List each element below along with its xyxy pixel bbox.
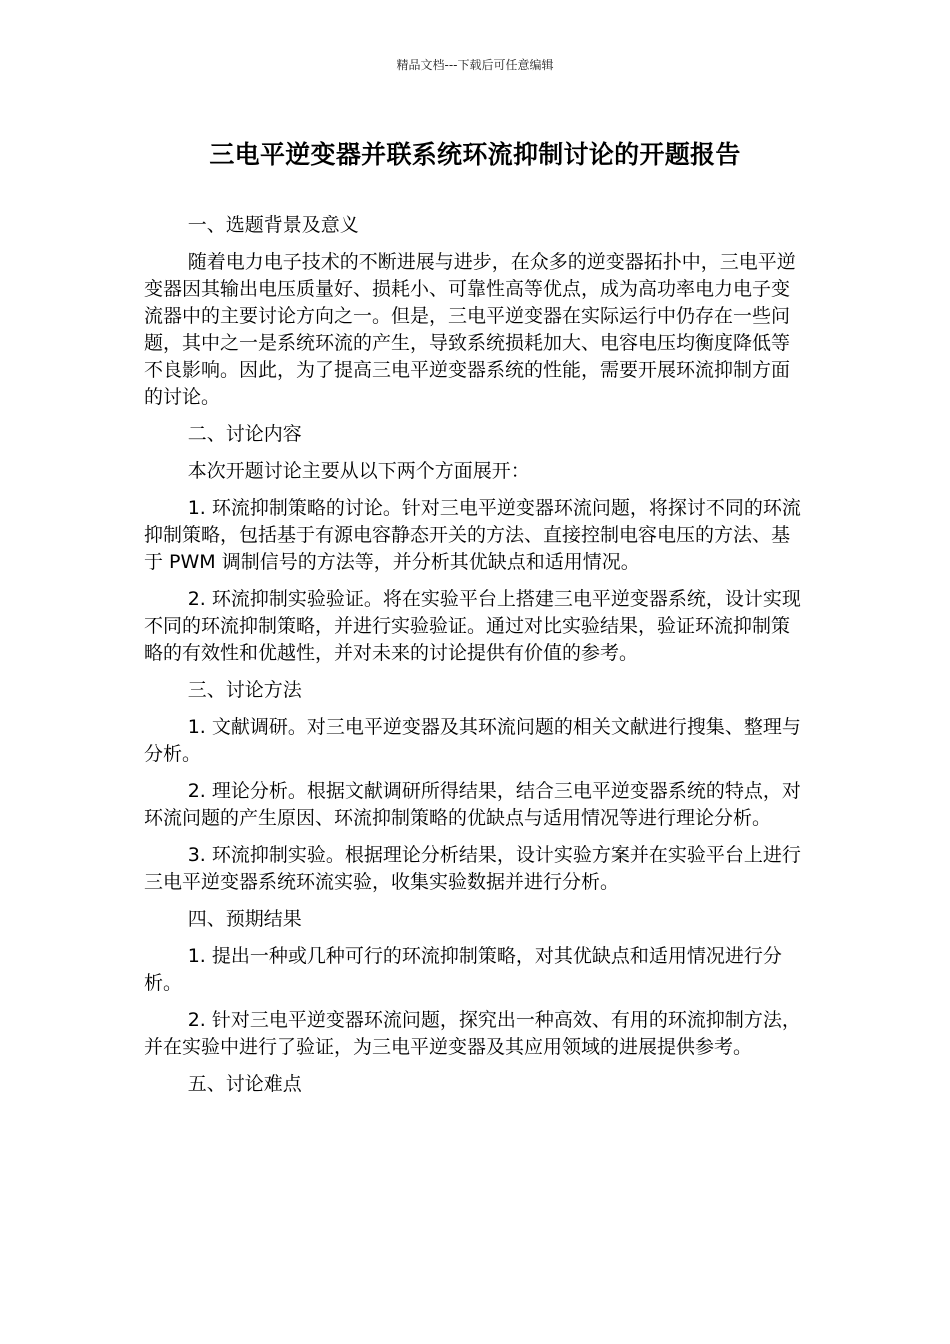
page-header: 精品文档---下载后可任意编辑 <box>396 58 554 72</box>
document-body <box>144 212 804 1108</box>
paragraph-content-intro: 本次开题讨论主要从以下两个方面展开： <box>187 460 530 482</box>
section-heading-background: 一、选题背景及意义 <box>187 214 359 236</box>
paragraph-content-item-2: 2. 环流抑制实验验证。将在实验平台上搭建三电平逆变器系统，设计实现不同的环流抑制策略，并进行实验验证。通过对比实验结果，验证环流抑制策略的有效性和优越性，并对未来的讨论提供有价值的参考。 <box>144 588 801 664</box>
paragraph-method-1: 1. 文献调研。对三电平逆变器及其环流问题的相关文献进行搜集、整理与分析。 <box>144 716 801 765</box>
paragraph-result-1: 1. 提出一种或几种可行的环流抑制策略，对其优缺点和适用情况进行分析。 <box>144 945 782 994</box>
paragraph-background: 随着电力电子技术的不断进展与进步，在众多的逆变器拓扑中，三电平逆变器因其输出电压质量好、损耗小、可靠性高等优点，成为高功率电力电子变流器中的主要讨论方向之一。但是，三电平逆变器在实际运行中仍存在一些问题，其中之一是系统环流的产生，导致系统损耗加大、电容电压均衡度降低等不良影响。因此，为了提高三电平逆变器系统的性能，需要开展环流抑制方面的讨论。 <box>144 251 796 408</box>
section-heading-methods: 三、讨论方法 <box>187 679 302 701</box>
section-heading-difficulties: 五、讨论难点 <box>187 1073 302 1095</box>
paragraph-content-item-1: 1. 环流抑制策略的讨论。针对三电平逆变器环流问题，将探讨不同的环流抑制策略，包括基于有源电容静态开关的方法、直接控制电容电压的方法、基于 PWM 调制信号的方法等，并分析其优缺点和适用情况。 <box>144 497 801 573</box>
paragraph-result-2: 2. 针对三电平逆变器环流问题，探究出一种高效、有用的环流抑制方法，并在实验中进行了验证，为三电平逆变器及其应用领域的进展提供参考。 <box>144 1009 801 1058</box>
paragraph-method-3: 3. 环流抑制实验。根据理论分析结果，设计实验方案并在实验平台上进行三电平逆变器系统环流实验，收集实验数据并进行分析。 <box>144 844 801 893</box>
document-title: 三电平逆变器并联系统环流抑制讨论的开题报告 <box>209 140 741 169</box>
section-heading-content: 二、讨论内容 <box>187 423 302 445</box>
paragraph-method-2: 2. 理论分析。根据文献调研所得结果，结合三电平逆变器系统的特点，对环流问题的产生原因、环流抑制策略的优缺点与适用情况等进行理论分析。 <box>144 780 801 829</box>
section-heading-expected-results: 四、预期结果 <box>187 908 302 930</box>
